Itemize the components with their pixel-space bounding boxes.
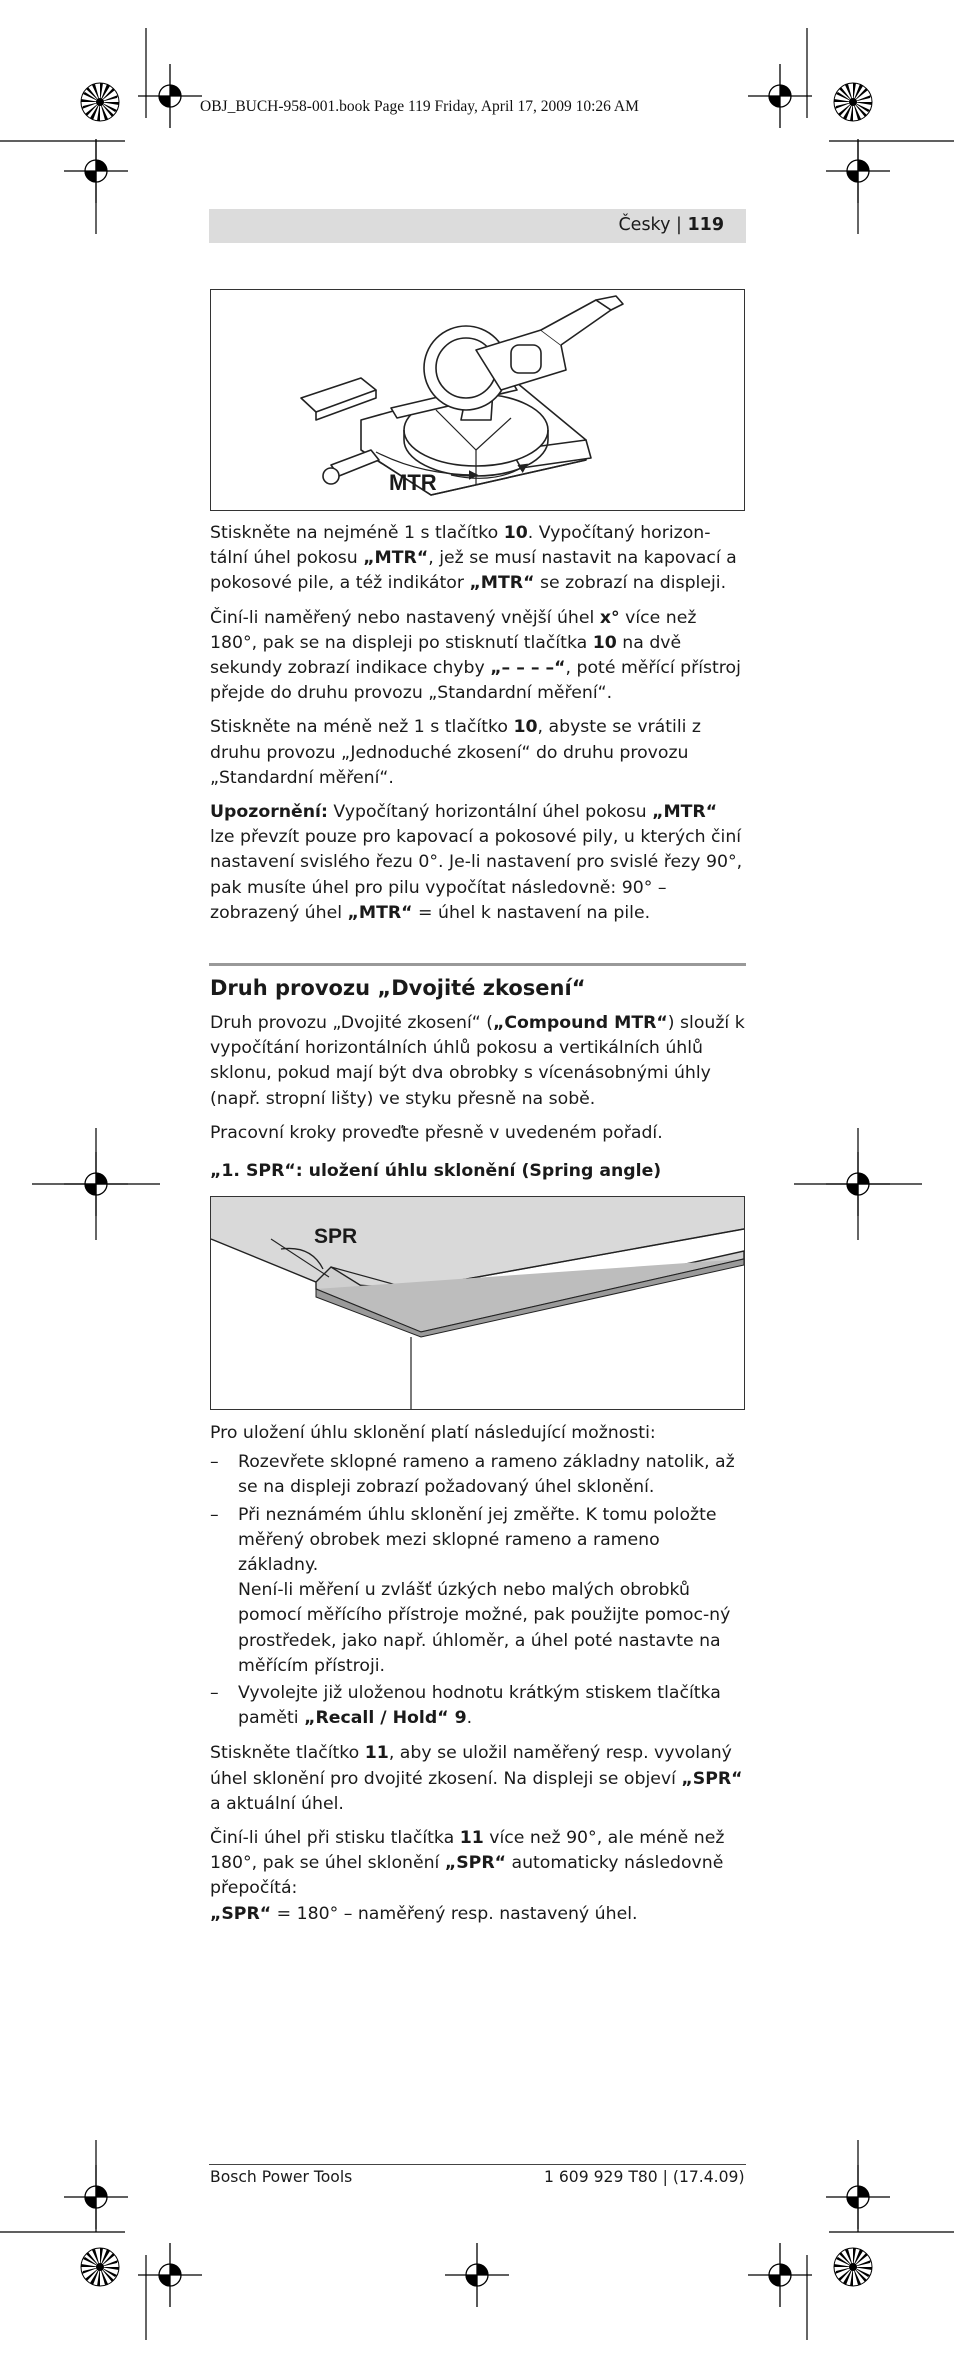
text-bold: „SPR“ [444,1853,506,1874]
text-bold: „MTR“ [347,902,413,923]
figure-label-mtr: MTR [389,470,437,495]
header-language: Česky [618,215,671,235]
page-header-text [618,215,724,235]
text-block-mtr [210,521,745,935]
paragraph-store-spr [210,1741,745,1817]
text: Činí-li úhel při stisku tlačítka [210,1828,460,1849]
page-header [209,209,746,243]
text: . Vypočítaný horizon-tální úhel pokosu [210,523,711,569]
list-item [210,1450,745,1500]
text-bold: 11 [364,1743,389,1764]
text: , aby se uložil naměřený resp. vyvolaný úhel sklonění pro dvojité zkosení. Na displeji se objeví [210,1743,732,1789]
footer-doc-id: 1 609 929 T80 | (17.4.09) [544,2168,745,2186]
footer-divider [209,2164,746,2165]
miter-saw-illustration [211,290,744,510]
text: více než 90°, ale méně než 180°, pak se úhel sklonění [210,1828,725,1874]
text-bold: „– – – –“ [490,658,566,679]
text: Pro uložení úhlu sklonění platí následující možnosti: [210,1423,656,1443]
text-bold: 11 [459,1828,484,1849]
paragraph-steps [210,1121,745,1146]
text-bold: „Compound MTR“ [492,1013,668,1033]
paragraph-spr-options [210,1421,745,1446]
text: = 180° – naměřený resp. nastavený úhel. [271,1903,638,1924]
text-bold: 10 [503,523,528,543]
text: Stiskněte tlačítko [210,1743,365,1764]
text: Při neznámém úhlu sklonění jej změřte. K tomu položte měřený obrobek mezi sklopné rameno a rameno základny. [238,1504,717,1576]
text: se zobrazí na displeji. [534,573,727,594]
section-heading: Druh provozu „Dvojité zkosení“ [210,976,586,1000]
page-number: 119 [687,215,724,235]
text: a aktuální úhel. [210,1793,344,1814]
text: Vypočítaný horizontální úhel pokosu [327,802,653,823]
text: , jež se musí nastavit na kapovací a pokosové pile, a též indikátor [210,548,737,594]
footer-brand: Bosch Power Tools [210,2168,353,2186]
text-bold: „Recall / Hold“ 9 [304,1708,467,1729]
text: . [466,1708,473,1729]
text-block-compound [210,1011,745,1155]
subsection-heading: „1. SPR“: uložení úhlu sklonění (Spring angle) [210,1161,662,1181]
paragraph-note [210,800,745,926]
list-dash: – [210,1452,219,1473]
text: více než 180°, pak se na displeji po stisknutí tlačítka [210,607,697,653]
text-bold: „MTR“ [469,573,535,594]
note-label: Upozornění: [210,802,328,823]
paragraph-compound-intro [210,1011,745,1112]
text-bold: 10 [592,632,617,653]
text: ) slouží k vypočítání horizontálních úhlů pokosu a vertikálních úhlů sklonu, pokud mají být dva obrobky s vícenásobnými úhly (např. stropní lišty) ve styku přesně na sobě. [210,1013,745,1109]
paragraph-return-mode [210,715,745,791]
list-dash: – [210,1683,219,1704]
text-bold: „MTR“ [652,802,718,823]
text: na dvě sekundy zobrazí indikace chyby [210,632,682,679]
text: Vyvolejte již uloženou hodnotu krátkým stiskem tlačítka paměti [238,1683,721,1729]
list-item [210,1503,745,1679]
figure-miter-saw [210,289,745,511]
text: Stiskněte na méně než 1 s tlačítko [210,717,514,738]
text-bold: „MTR“ [363,548,429,569]
text: lze převzít pouze pro kapovací a pokosové pily, u kterých činí nastavení svislého řezu 0°. Je-li nastavení pro svislé řezy 90°, pak musíte úhel pro pilu vypočítat následovně: 90° – zobrazený úhel [210,827,743,923]
list-dash: – [210,1504,219,1525]
header-separator: | [670,215,688,235]
text: Není-li měření u zvlášť úzkých nebo malých obrobků pomocí měřícího přístroje možné, pak použijte pomoc-ný prostředek, jako např. úhloměr, a úhel poté nastavte na měřícím přístroji. [238,1580,731,1676]
option-list [210,1450,745,1731]
text: Rozevřete sklopné rameno a rameno základny natolik, až se na displeji zobrazí požadovaný úhel sklonění. [238,1452,735,1498]
text: automaticky následovně přepočítá: [210,1853,724,1899]
text: Stiskněte na nejméně 1 s tlačítko [210,523,504,543]
paragraph-error-indicator [210,606,745,707]
text: = úhel k nastavení na pile. [412,902,651,923]
text: Druh provozu „Dvojité zkosení“ ( [210,1013,493,1033]
text: Pracovní kroky proveďte přesně v uvedeném pořadí. [210,1122,663,1143]
figure-label-spr: SPR [314,1225,358,1248]
text-bold: 10 [513,717,538,738]
paragraph-recalculate [210,1826,745,1902]
text-block-spr [210,1421,745,1936]
paragraph-spr-formula [210,1902,745,1927]
text: , abyste se vrátili z druhu provozu „Jednoduché zkosení“ do druhu provozu „Standardní měření“. [210,717,702,788]
list-item [210,1681,745,1731]
spring-angle-illustration [211,1197,744,1409]
text-bold: x° [599,607,620,628]
text-bold: „SPR“ [210,1903,272,1924]
paragraph-press-button [210,521,745,597]
text: Činí-li naměřený nebo nastavený vnější úhel [210,607,600,628]
text: , poté měřící přístroj přejde do druhu provozu „Standardní měření“. [210,658,741,704]
section-divider [209,963,746,966]
text-bold: „SPR“ [681,1768,743,1789]
figure-spring-angle [210,1196,745,1410]
print-info-line: OBJ_BUCH-958-001.book Page 119 Friday, April 17, 2009 10:26 AM [200,98,639,115]
